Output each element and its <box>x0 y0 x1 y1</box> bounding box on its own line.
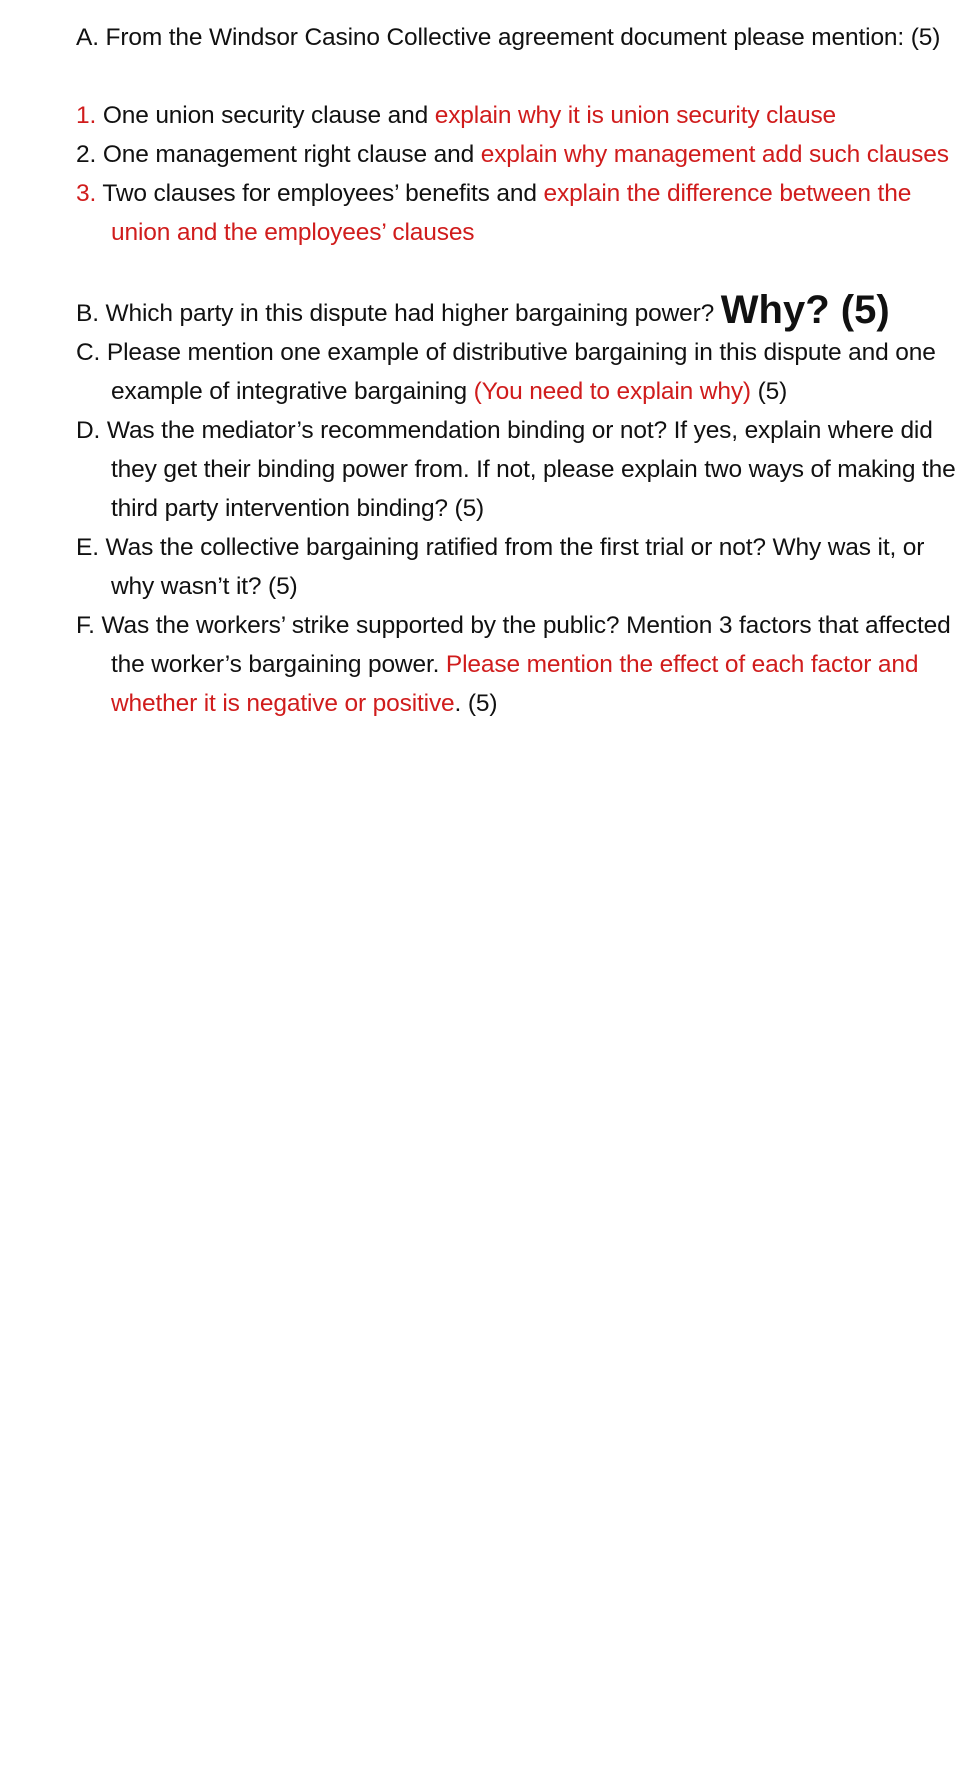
subitem-2-marker: 2. <box>76 141 97 168</box>
question-f-red-text: Please mention the effect of each factor and whether it is negative or positive <box>111 651 919 717</box>
subitem-2 <box>76 135 956 174</box>
subitem-2-text: One management right clause and <box>102 141 481 168</box>
question-e-marker: E. <box>76 534 99 561</box>
question-d-text: Was the mediator’s recommendation binding or not? If yes, explain where did they get their binding power from. If not, please explain two ways of making the third party intervention binding? (5) <box>106 417 956 522</box>
question-f-text: Was the workers’ strike supported by the public? Mention 3 factors that affected the worker’s bargaining power. <box>101 612 951 678</box>
question-c-red-text: (You need to explain why) <box>473 378 751 405</box>
question-b-marker: B. <box>76 300 99 327</box>
subitem-3 <box>76 174 956 252</box>
question-f <box>76 606 956 723</box>
subitem-1-text: One union security clause and <box>102 102 435 129</box>
question-f-marker: F. <box>76 612 95 639</box>
subitem-2-red-text: explain why management add such clauses <box>480 141 949 168</box>
question-e-text: Was the collective bargaining ratified from the first trial or not? Why was it, or why wasn’t it? (5) <box>105 534 925 600</box>
question-d-marker: D. <box>76 417 101 444</box>
question-f-tail: . (5) <box>454 690 498 717</box>
question-a-marker: A. <box>76 24 99 51</box>
question-b-emphasis: Why? (5) <box>720 288 890 332</box>
question-b-text: Which party in this dispute had higher bargaining power? <box>105 300 715 327</box>
question-e <box>76 528 956 606</box>
subitem-3-red-text: explain the difference between the union and the employees’ clauses <box>111 180 912 246</box>
question-d <box>76 411 956 528</box>
question-b <box>76 288 956 333</box>
question-c-tail: (5) <box>750 378 788 405</box>
question-a-text: From the Windsor Casino Collective agreement document please mention: (5) <box>105 24 941 51</box>
subitem-3-text: Two clauses for employees’ benefits and <box>102 180 544 207</box>
question-a <box>76 18 956 57</box>
subitem-1-marker: 1. <box>76 102 97 129</box>
question-c-marker: C. <box>76 339 101 366</box>
subitem-1 <box>76 96 956 135</box>
question-c-text: Please mention one example of distributive bargaining in this dispute and one example of integrative bargaining <box>106 339 936 405</box>
question-c <box>76 333 956 411</box>
subitem-3-marker: 3. <box>76 180 97 207</box>
document-body <box>76 18 956 723</box>
subitem-1-red-text: explain why it is union security clause <box>434 102 837 129</box>
